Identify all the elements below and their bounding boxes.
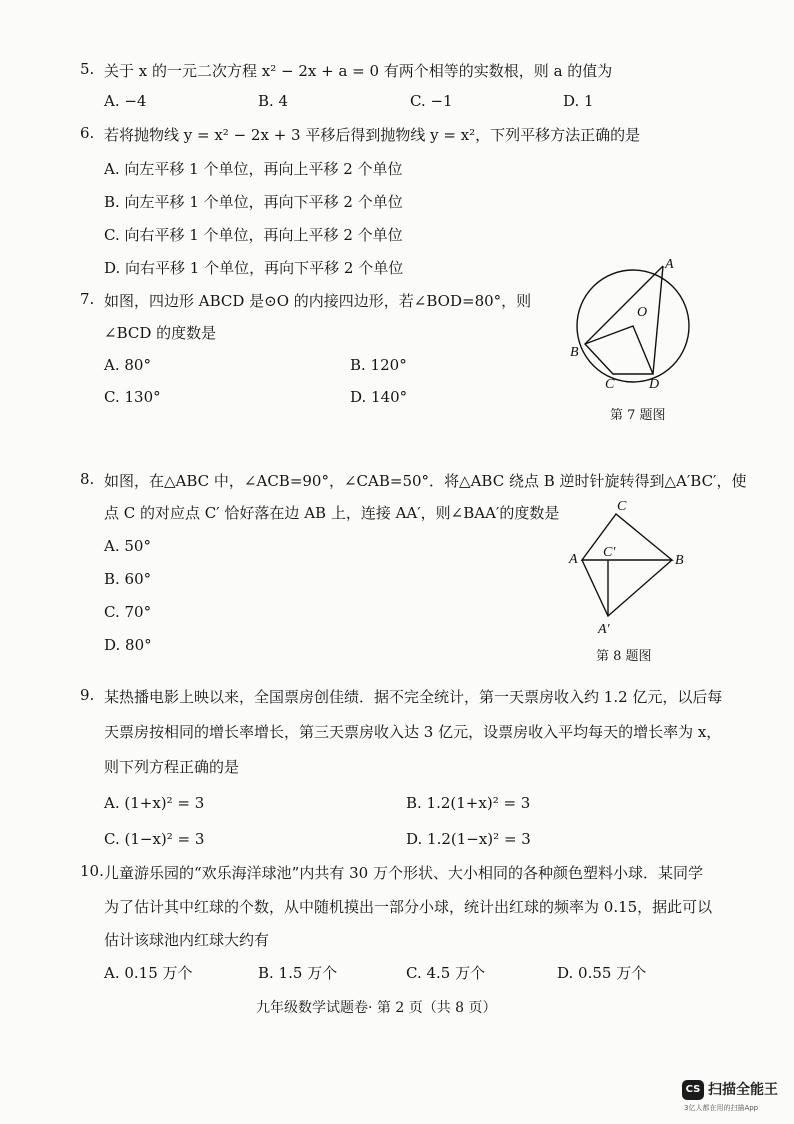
q7-label-c: C bbox=[605, 377, 615, 392]
q8-label-c-prime: C′ bbox=[603, 545, 616, 560]
q10-option-a: A. 0.15 万个 bbox=[104, 964, 193, 982]
q8-number: 8. bbox=[80, 470, 95, 488]
q8-label-b: B bbox=[675, 553, 684, 568]
q10-stem-line-3: 估计该球池内红球大约有 bbox=[104, 931, 270, 949]
q10-stem-line-2: 为了估计其中红球的个数，从中随机摸出一部分小球，统计出红球的频率为 0.15，据此可以 bbox=[104, 898, 713, 916]
q10-option-b: B. 1.5 万个 bbox=[258, 964, 338, 982]
q5-option-b: B. 4 bbox=[258, 92, 289, 110]
q8-label-a-prime: A′ bbox=[598, 622, 610, 637]
q7-number: 7. bbox=[80, 290, 95, 308]
q7-stem-line-2: ∠BCD 的度数是 bbox=[104, 324, 217, 342]
q7-option-a: A. 80° bbox=[104, 356, 151, 374]
q5-number: 5. bbox=[80, 60, 95, 78]
q7-label-b: B bbox=[570, 345, 579, 360]
q7-quadrilateral bbox=[585, 266, 663, 374]
scanner-app-name: 扫描全能王 bbox=[708, 1082, 778, 1098]
q7-label-d: D bbox=[649, 377, 660, 392]
q8-stem-line-1: 如图，在△ABC 中，∠ACB=90°，∠CAB=50°．将△ABC 绕点 B 逆时针旋转得到△A′BC′，使 bbox=[104, 472, 747, 490]
q7-option-b: B. 120° bbox=[350, 356, 407, 374]
q7-stem-line-1: 如图，四边形 ABCD 是⊙O 的内接四边形，若∠BOD=80°，则 bbox=[104, 292, 532, 310]
page-footer: 九年级数学试题卷· 第 2 页（共 8 页） bbox=[256, 1000, 497, 1016]
q8-triangle-abc bbox=[582, 514, 672, 560]
q9-stem-line-2: 天票房按相同的增长率增长，第三天票房收入达 3 亿元，设票房收入平均每天的增长率为 x， bbox=[104, 723, 722, 741]
q7-label-o: O bbox=[637, 305, 648, 320]
q8-figure-caption: 第 8 题图 bbox=[596, 649, 652, 664]
q8-label-c: C bbox=[617, 499, 627, 514]
q9-option-a: A. (1+x)² = 3 bbox=[104, 794, 205, 812]
q8-option-a: A. 50° bbox=[104, 537, 151, 555]
q6-option-a: A. 向左平移 1 个单位，再向上平移 2 个单位 bbox=[104, 160, 403, 178]
q9-option-c: C. (1−x)² = 3 bbox=[104, 830, 205, 848]
q5-option-d: D. 1 bbox=[563, 92, 594, 110]
q10-number: 10. bbox=[80, 862, 104, 880]
q6-option-c: C. 向右平移 1 个单位，再向上平移 2 个单位 bbox=[104, 226, 403, 244]
q9-stem-line-1: 某热播电影上映以来，全国票房创佳绩．据不完全统计，第一天票房收入约 1.2 亿元，以后每 bbox=[104, 688, 723, 706]
q5-option-a: A. −4 bbox=[104, 92, 147, 110]
q8-option-b: B. 60° bbox=[104, 570, 152, 588]
q5-option-c: C. −1 bbox=[410, 92, 453, 110]
q8-option-c: C. 70° bbox=[104, 603, 152, 621]
scanner-tagline: 3亿人都在用的扫描App bbox=[684, 1104, 759, 1112]
q9-option-d: D. 1.2(1−x)² = 3 bbox=[406, 830, 531, 848]
q10-option-d: D. 0.55 万个 bbox=[557, 964, 647, 982]
q7-figure bbox=[565, 252, 705, 392]
q7-figure-caption: 第 7 题图 bbox=[610, 408, 666, 423]
q7-option-c: C. 130° bbox=[104, 388, 161, 406]
q10-stem-line-1: 儿童游乐园的“欢乐海洋球池”内共有 30 万个形状、大小相同的各种颜色塑料小球．某同学 bbox=[104, 864, 703, 882]
q8-triangle-a-prime bbox=[582, 560, 672, 616]
q8-option-d: D. 80° bbox=[104, 636, 152, 654]
q5-stem: 关于 x 的一元二次方程 x² − 2x + a = 0 有两个相等的实数根，则 a 的值为 bbox=[104, 62, 613, 80]
q7-label-a: A bbox=[665, 257, 674, 272]
q10-option-c: C. 4.5 万个 bbox=[406, 964, 486, 982]
q9-number: 9. bbox=[80, 686, 95, 704]
q9-option-b: B. 1.2(1+x)² = 3 bbox=[406, 794, 531, 812]
q6-number: 6. bbox=[80, 124, 95, 142]
q6-option-b: B. 向左平移 1 个单位，再向下平移 2 个单位 bbox=[104, 193, 403, 211]
scanner-logo-icon: CS bbox=[682, 1080, 704, 1100]
q9-stem-line-3: 则下列方程正确的是 bbox=[104, 758, 240, 776]
q7-option-d: D. 140° bbox=[350, 388, 408, 406]
q6-stem: 若将抛物线 y = x² − 2x + 3 平移后得到抛物线 y = x²，下列平移方法正确的是 bbox=[104, 126, 641, 144]
q8-stem-line-2: 点 C 的对应点 C′ 恰好落在边 AB 上，连接 AA′，则∠BAA′的度数是 bbox=[104, 504, 560, 522]
q8-figure bbox=[565, 495, 695, 640]
q6-option-d: D. 向右平移 1 个单位，再向下平移 2 个单位 bbox=[104, 259, 404, 277]
q8-label-a: A bbox=[569, 552, 578, 567]
